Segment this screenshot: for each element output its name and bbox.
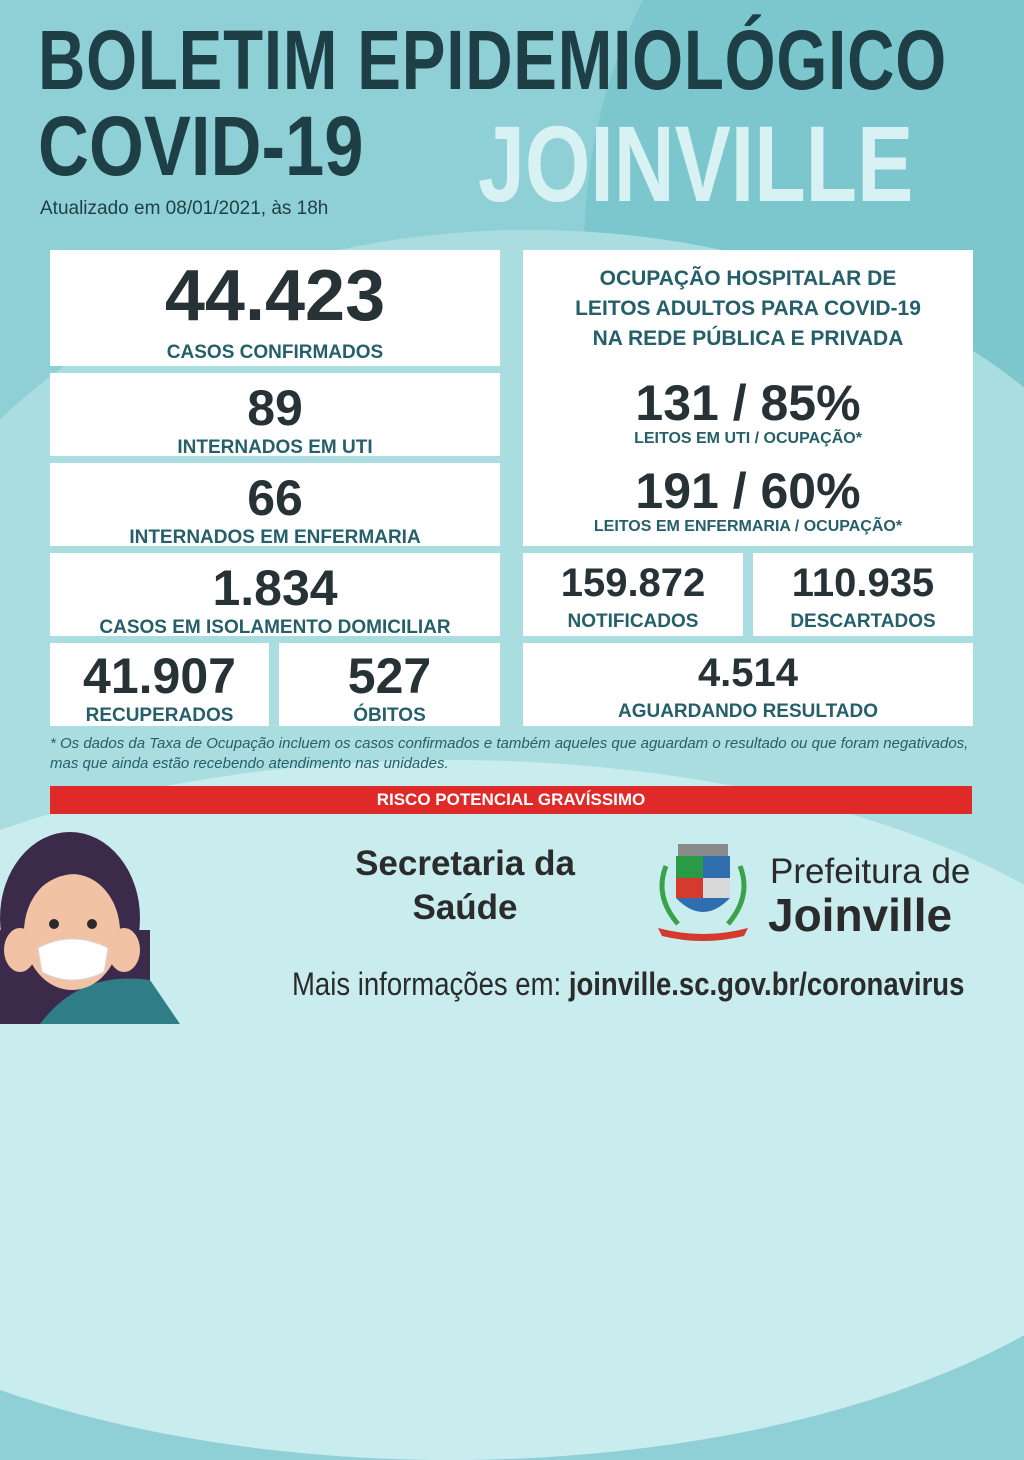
notified-card xyxy=(523,553,743,636)
more-info-line xyxy=(292,966,964,1003)
title-city: JOINVILLE xyxy=(478,103,914,224)
secretaria-line2: Saúde xyxy=(412,888,518,927)
occupancy-footnote: * Os dados da Taxa de Ocupação incluem os casos confirmados e também aqueles que aguardam o resultado ou que foram negativados, mas que ainda estão recebendo atendimento nas unidades. xyxy=(50,735,969,772)
discarded-value: 110.935 xyxy=(791,561,935,605)
prefeitura-line1: Prefeitura de xyxy=(770,852,971,891)
occupancy-heading: LEITOS ADULTOS PARA COVID-19 xyxy=(575,297,921,320)
icu-value: 89 xyxy=(247,380,303,436)
more-info-url[interactable]: joinville.sc.gov.br/coronavirus xyxy=(568,966,965,1002)
update-timestamp: Atualizado em 08/01/2021, às 18h xyxy=(40,198,329,219)
occupancy-heading: NA REDE PÚBLICA E PRIVADA xyxy=(592,327,904,350)
ward-occupancy-label: LEITOS EM ENFERMARIA / OCUPAÇÃO* xyxy=(593,518,903,535)
icu-label: INTERNADOS EM UTI xyxy=(177,437,373,458)
isolation-value: 1.834 xyxy=(212,560,338,616)
deaths-label: ÓBITOS xyxy=(353,705,426,726)
waiting-label: AGUARDANDO RESULTADO xyxy=(617,701,878,722)
waiting-card xyxy=(523,643,973,726)
recovered-label: RECUPERADOS xyxy=(85,705,234,726)
recovered-value: 41.907 xyxy=(83,648,236,704)
occupancy-heading: OCUPAÇÃO HOSPITALAR DE xyxy=(599,267,897,290)
waiting-value: 4.514 xyxy=(697,651,799,695)
deaths-value: 527 xyxy=(347,648,432,704)
recovered-card xyxy=(50,643,269,726)
risk-banner: RISCO POTENCIAL GRAVÍSSIMO xyxy=(50,786,972,814)
masked-woman-illustration xyxy=(0,820,240,1024)
more-info-prefix: Mais informações em: xyxy=(292,966,562,1002)
title-line1: BOLETIM EPIDEMIOLÓGICO xyxy=(38,13,947,107)
isolation-card xyxy=(50,553,500,636)
occupancy-card xyxy=(523,250,973,546)
ward-label: INTERNADOS EM ENFERMARIA xyxy=(129,527,421,548)
title-line2: COVID-19 xyxy=(38,99,364,193)
icu-occupancy-label: LEITOS EM UTI / OCUPAÇÃO* xyxy=(634,430,862,447)
ward-card xyxy=(50,463,500,546)
ward-value: 66 xyxy=(247,470,303,526)
prefeitura-line2: Joinville xyxy=(768,889,953,941)
discarded-card xyxy=(753,553,973,636)
secretaria-logo-text xyxy=(330,842,600,930)
icu-card xyxy=(50,373,500,456)
notified-label: NOTIFICADOS xyxy=(567,611,699,632)
confirmed-value: 44.423 xyxy=(164,256,386,336)
confirmed-card xyxy=(50,250,500,366)
city-crest-icon xyxy=(648,836,758,946)
secretaria-line1: Secretaria da xyxy=(355,844,575,883)
icu-occupancy-value: 131 / 85% xyxy=(635,375,861,431)
deaths-card xyxy=(279,643,500,726)
notified-value: 159.872 xyxy=(560,561,706,605)
confirmed-label: CASOS CONFIRMADOS xyxy=(166,342,384,363)
discarded-label: DESCARTADOS xyxy=(790,611,936,632)
ward-occupancy-value: 191 / 60% xyxy=(635,463,861,519)
isolation-label: CASOS EM ISOLAMENTO DOMICILIAR xyxy=(99,617,451,638)
